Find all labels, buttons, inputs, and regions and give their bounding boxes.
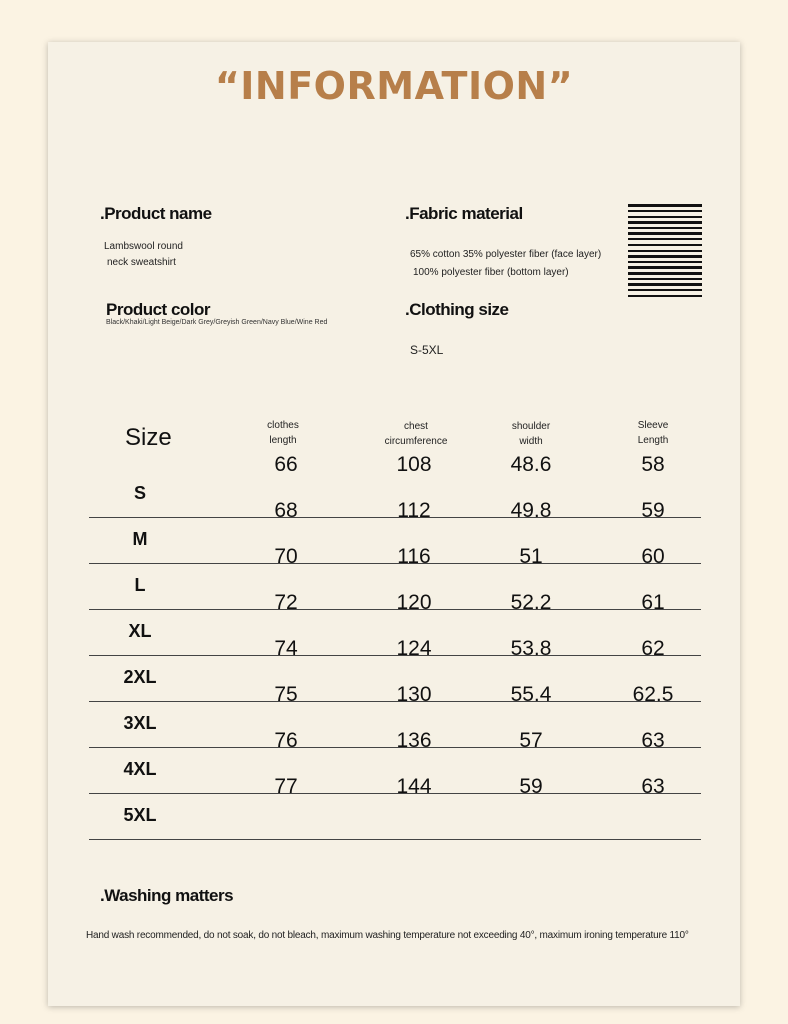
table-cell: 52.2: [510, 591, 552, 614]
table-cell: 74: [274, 637, 298, 660]
barcode-bar: [628, 250, 702, 252]
size-label: 5XL: [123, 805, 157, 825]
product-name-heading: .Product name: [100, 204, 212, 223]
column-header-shoulder-width: shoulder width: [511, 421, 551, 447]
clothing-size-heading: .Clothing size: [405, 300, 509, 319]
table-cell: 68: [274, 499, 298, 522]
table-cell: 112: [397, 499, 431, 522]
table-cell: 75: [274, 683, 298, 706]
barcode-bar: [628, 232, 702, 235]
column-header-sleeve-length: Sleeve Length: [637, 420, 669, 446]
barcode-bar: [628, 295, 702, 297]
table-cell: 76: [274, 729, 298, 752]
column-header-chest-circumference: chest circumference: [384, 421, 448, 447]
table-cell: 62.5: [632, 683, 674, 706]
barcode-bar: [628, 272, 702, 275]
size-label: S: [133, 483, 146, 503]
fabric-material-heading: .Fabric material: [405, 204, 523, 223]
fabric-material-line-1: 65% cotton 35% polyester fiber (face layer): [410, 249, 602, 260]
product-name-line-1: Lambswool round: [104, 241, 183, 252]
table-cell: 48.6: [510, 453, 552, 476]
barcode-bar: [628, 283, 702, 286]
product-color-heading: Product color: [106, 300, 211, 319]
row-divider: [89, 839, 701, 840]
table-cell: 136: [396, 729, 432, 752]
size-label: 4XL: [123, 759, 157, 779]
barcode-bar: [628, 204, 702, 207]
table-cell: 144: [396, 775, 432, 798]
table-cell: 66: [274, 453, 298, 476]
table-cell: 120: [396, 591, 432, 614]
barcode-bar: [628, 216, 702, 218]
barcode-bar: [628, 221, 702, 224]
table-cell: 77: [274, 775, 298, 798]
barcode-graphic: [628, 204, 702, 357]
barcode-bar: [628, 266, 702, 269]
size-label: 2XL: [123, 667, 157, 687]
table-cell: 58: [641, 453, 665, 476]
table-cell: 59: [641, 499, 665, 522]
product-color-list: Black/Khaki/Light Beige/Dark Grey/Greyish Green/Navy Blue/Wine Red: [106, 319, 328, 326]
barcode-bar: [628, 289, 702, 291]
table-cell: 130: [396, 683, 432, 706]
table-cell: 72: [274, 591, 298, 614]
fabric-material-line-2: 100% polyester fiber (bottom layer): [413, 267, 569, 278]
table-cell: 61: [641, 591, 665, 614]
table-cell: 116: [397, 545, 431, 568]
size-label: 3XL: [123, 713, 157, 733]
size-label: XL: [128, 621, 152, 641]
table-cell: 51: [519, 545, 543, 568]
table-cell: 70: [274, 545, 298, 568]
table-cell: 63: [641, 729, 665, 752]
page-title: “INFORMATION”: [214, 64, 574, 108]
clothing-size-value: S-5XL: [410, 343, 444, 357]
barcode-bar: [628, 255, 702, 258]
barcode-bar: [628, 210, 702, 212]
info-card: [48, 42, 740, 1006]
table-cell: 49.8: [510, 499, 552, 522]
barcode-bar: [628, 227, 702, 229]
size-label: M: [132, 529, 148, 549]
product-name-line-2: neck sweatshirt: [107, 257, 176, 268]
table-cell: 62: [641, 637, 665, 660]
table-cell: 124: [396, 637, 432, 660]
table-cell: 63: [641, 775, 665, 798]
table-cell: 59: [519, 775, 543, 798]
table-cell: 57: [519, 729, 543, 752]
table-cell: 60: [641, 545, 665, 568]
barcode-bar: [628, 238, 702, 240]
table-cell: 53.8: [510, 637, 552, 660]
table-cell: 108: [396, 453, 432, 476]
washing-instructions: Hand wash recommended, do not soak, do not bleach, maximum washing temperature not exceeding 40°, maximum ironing temperature 110°: [86, 930, 689, 941]
washing-heading: .Washing matters: [100, 886, 234, 905]
table-cell: 55.4: [510, 683, 552, 706]
size-label: L: [134, 575, 146, 595]
barcode-bar: [628, 278, 702, 280]
column-header-clothes-length: clothes length: [267, 420, 299, 446]
barcode-bar: [628, 244, 702, 246]
barcode-bar: [628, 261, 702, 263]
size-column-header: Size: [125, 424, 172, 451]
